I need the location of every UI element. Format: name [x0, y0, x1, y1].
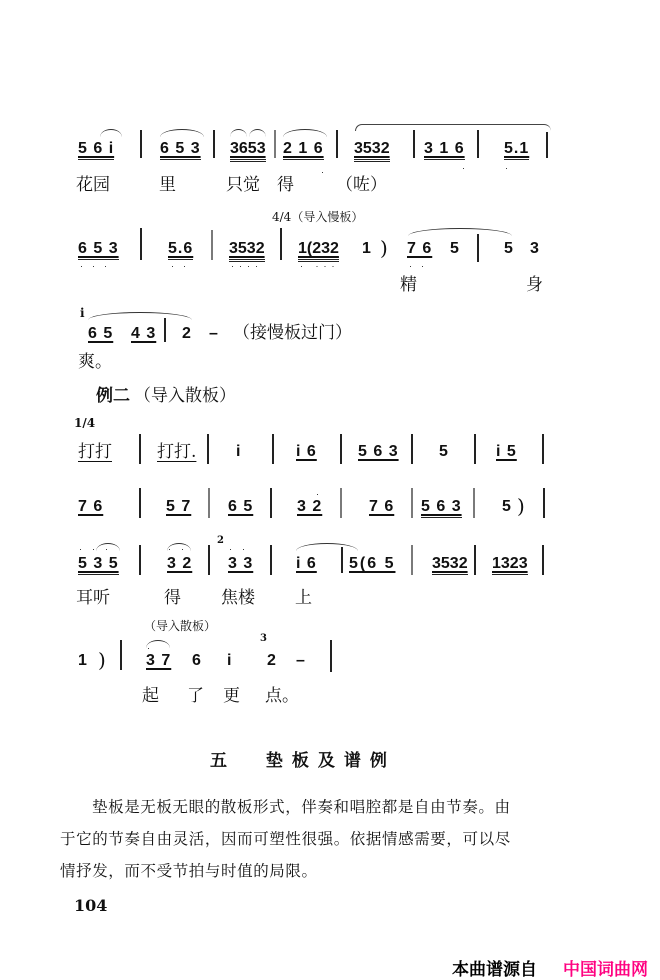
measure: 6 5 3 — [160, 140, 201, 160]
measure: i 6 — [296, 443, 317, 460]
slur — [283, 129, 327, 137]
measure: 5.1 — [504, 140, 529, 160]
measure: 5.6 — [168, 240, 193, 260]
measure: i 5 — [496, 443, 517, 460]
grace-note: 2 — [217, 535, 224, 546]
page-number: 104 — [74, 896, 108, 915]
note: i — [236, 443, 242, 460]
bar-line — [211, 230, 213, 260]
measure: 5 6 i — [78, 140, 114, 160]
slur — [88, 312, 192, 320]
lyric: 更 — [223, 686, 240, 706]
low-octave-dots: ··· — [80, 261, 116, 271]
bar-line — [413, 130, 415, 158]
bar-line — [270, 488, 272, 518]
measure: 7 6 — [407, 240, 433, 257]
measure: 3532 — [229, 240, 265, 262]
lyric: 上 — [295, 588, 312, 608]
high-octave-dots: ··· — [79, 544, 118, 554]
close-paren: ) — [98, 648, 106, 672]
bar-line — [208, 488, 210, 518]
measure: 3 3 — [228, 555, 254, 572]
bar-line — [341, 547, 343, 573]
measure: 3 1 6 — [424, 140, 465, 160]
bar-line — [477, 234, 479, 262]
bar-line — [274, 130, 276, 158]
lyric: 只觉 — [226, 175, 260, 195]
note: 1 — [362, 240, 372, 257]
paragraph-line: 情抒发，而不受节拍与时值的局限。 — [60, 862, 318, 880]
low-octave-dots: ·· — [171, 261, 195, 271]
note: 2 — [267, 652, 277, 669]
slur — [100, 129, 122, 137]
measure: 5 3 5 — [78, 555, 119, 575]
measure: 3 2 — [167, 555, 193, 572]
lyric: 点。 — [265, 686, 299, 706]
bar-line — [474, 434, 476, 464]
bar-line — [474, 545, 476, 575]
bar-line — [477, 130, 479, 158]
measure: 5 7 — [166, 498, 192, 515]
note: 2 — [182, 325, 192, 342]
measure: 6 5 3 — [78, 240, 119, 260]
bar-line — [546, 132, 548, 158]
measure: 5(6 5 — [349, 555, 396, 572]
lyric: 花园 — [76, 175, 110, 195]
note: i — [227, 652, 233, 669]
sustain-dash: – — [296, 652, 306, 669]
measure: 5 6 3 — [421, 498, 462, 518]
bar-line — [139, 488, 141, 518]
high-octave-dot: · — [147, 643, 159, 653]
watermark-site-name[interactable]: 中国词曲网 — [563, 960, 648, 980]
bar-line — [340, 488, 342, 518]
lyric: 身 — [526, 275, 543, 295]
time-signature: 1/4 — [74, 416, 96, 430]
close-paren: ) — [517, 494, 525, 518]
high-octave-dot: · — [316, 489, 328, 499]
bar-line — [139, 434, 141, 464]
measure: 3653 — [230, 140, 266, 162]
lyric: 焦楼 — [221, 588, 255, 608]
high-octave-dots: ·· — [168, 544, 194, 554]
bar-line — [213, 130, 215, 158]
lyric: 爽。 — [78, 352, 112, 372]
bar-line — [207, 434, 209, 464]
measure: 3 7 — [146, 652, 172, 669]
note: 5 — [504, 240, 514, 257]
bar-line — [411, 545, 413, 575]
paragraph-line: 于它的节奏自由灵活，因而可塑性很强。依据情感需要，可以尽 — [60, 830, 511, 848]
bar-line — [280, 228, 282, 260]
slur — [408, 228, 512, 236]
low-octave-dots: · ··· — [300, 261, 340, 271]
bar-line — [543, 488, 545, 518]
slur — [296, 543, 358, 551]
slur — [160, 129, 204, 137]
sustain-dash: – — [209, 325, 219, 342]
measure: 3532 — [354, 140, 390, 162]
measure: 1323 — [492, 555, 528, 575]
bar-line — [336, 130, 338, 158]
tempo-marking: （导入散板） — [144, 619, 217, 633]
section-heading: 五 垫板及谱例 — [210, 751, 396, 771]
note: 3 — [530, 240, 540, 257]
bar-line — [270, 545, 272, 575]
grace-note: i — [80, 306, 85, 320]
tempo-marking: 4/4（导入慢板） — [272, 210, 364, 224]
note: 5 — [502, 498, 512, 515]
lyric: （咗） — [336, 175, 387, 195]
lyric: 耳听 — [76, 588, 110, 608]
bar-line — [542, 434, 544, 464]
measure: 6 5 — [88, 325, 114, 342]
watermark-source-label: 本曲谱源自 — [452, 960, 537, 980]
bar-line — [120, 640, 122, 670]
measure: i 6 — [296, 555, 317, 572]
bar-line — [164, 318, 166, 342]
bar-line — [330, 640, 332, 672]
low-octave-dot: · — [462, 163, 474, 173]
measure: 6 5 — [228, 498, 254, 515]
bar-line — [140, 130, 142, 158]
bar-line — [411, 434, 413, 464]
lyric: 精 — [400, 275, 417, 295]
note: 1 — [78, 652, 88, 669]
bar-line — [272, 434, 274, 464]
note: 6 — [192, 652, 202, 669]
paragraph-line: 垫板是无板无眼的散板形式，伴奏和唱腔都是自由节奏。由 — [92, 798, 511, 816]
bar-line — [411, 488, 413, 518]
measure: 4 3 — [131, 325, 157, 342]
bar-line — [340, 434, 342, 464]
measure: 7 6 — [369, 498, 395, 515]
bar-line — [139, 545, 141, 575]
lyric: 得 — [277, 175, 294, 195]
low-octave-dot: · — [321, 167, 333, 177]
phrase-bracket — [355, 124, 551, 131]
lyric: 里 — [159, 175, 176, 195]
high-octave-dots: ·· — [229, 544, 255, 554]
example-subtitle: （导入散板） — [134, 386, 236, 406]
measure: 5 6 3 — [358, 443, 399, 460]
measure: 7 6 — [78, 498, 104, 515]
bar-line — [473, 488, 475, 518]
example-title: 例二 — [96, 386, 130, 406]
percussion-measure: 打打. — [157, 442, 197, 462]
bar-line — [208, 545, 210, 575]
slur — [230, 129, 247, 137]
annotation: （接慢板过门） — [233, 323, 352, 343]
note: 5 — [439, 443, 449, 460]
measure: 2 1 6 — [283, 140, 324, 160]
lyric: 得 — [164, 588, 181, 608]
low-octave-dots: ···· — [231, 261, 263, 271]
low-octave-dot: · — [505, 163, 517, 173]
slur — [249, 129, 266, 137]
percussion-measure: 打打 — [78, 442, 112, 462]
grace-note: 3 — [260, 633, 267, 644]
bar-line — [542, 545, 544, 575]
lyric: 起 — [142, 686, 159, 706]
measure: 1(232 — [298, 240, 339, 262]
measure: 3 2 — [297, 498, 323, 515]
low-octave-dots: ·· — [409, 261, 433, 271]
note: 5 — [450, 240, 460, 257]
lyric: 了 — [187, 686, 204, 706]
measure: 3532 — [432, 555, 468, 575]
close-paren: ) — [380, 236, 388, 260]
bar-line — [140, 228, 142, 260]
